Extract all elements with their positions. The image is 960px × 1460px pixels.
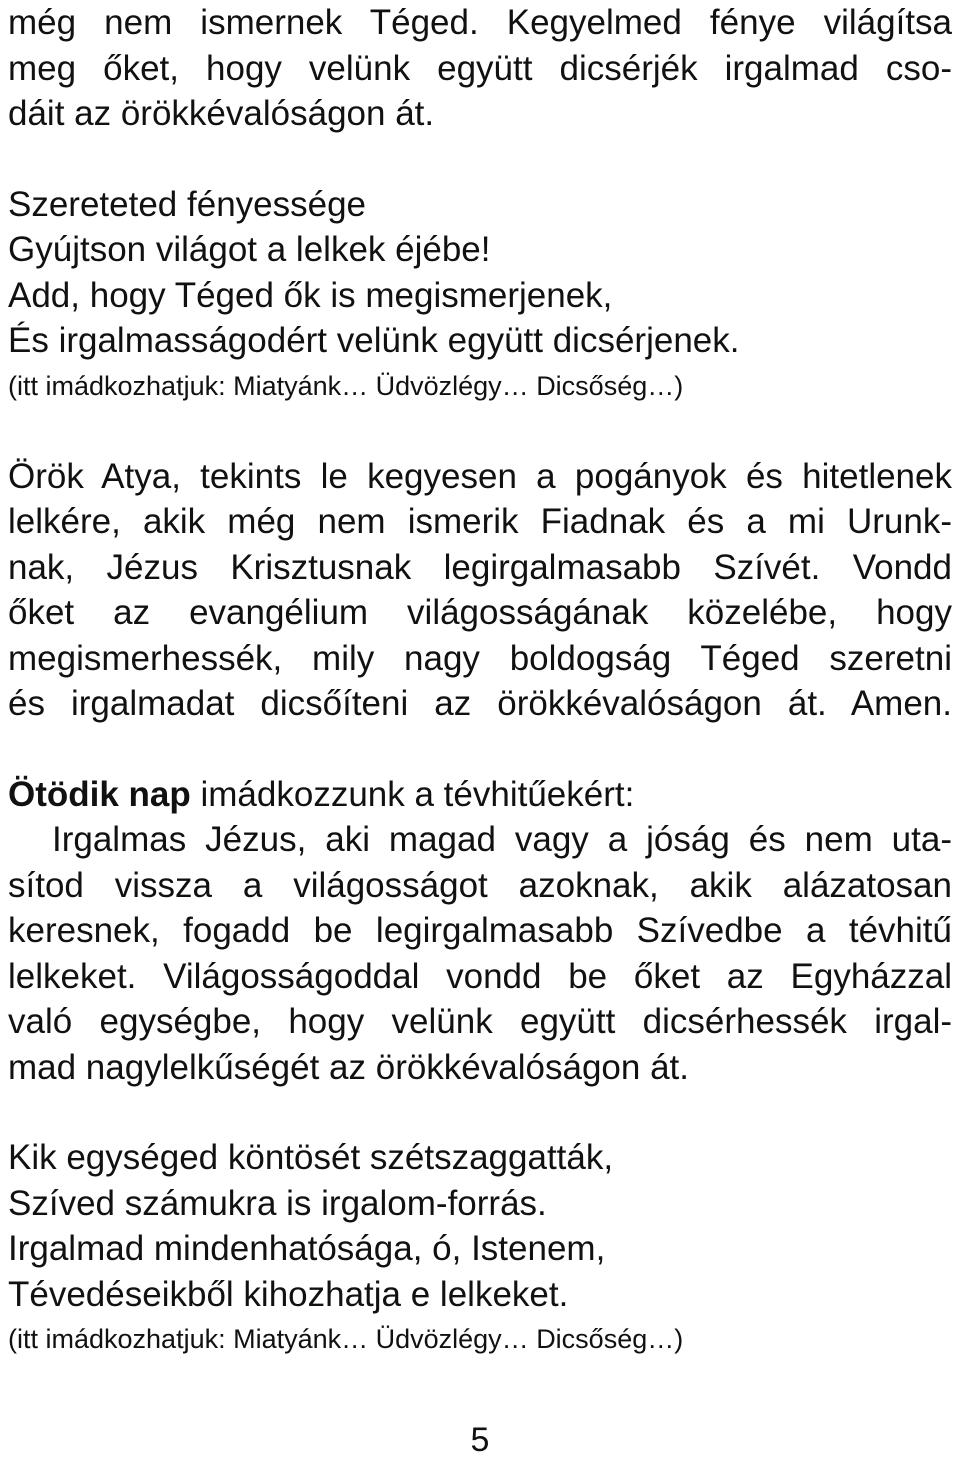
text-line: lelkeket. Világosságoddal vondd be őket az Egyházzal — [8, 956, 952, 996]
day-heading-bold: Ötödik nap — [8, 774, 191, 814]
text-line: dáit az örökkévalóságon át. — [8, 94, 435, 133]
text-line: Örök Atya, tekints le kegyesen a pogányok és hitetlenek — [8, 456, 952, 496]
page-body — [8, 0, 952, 1362]
page-number: 5 — [470, 1421, 490, 1459]
spacer — [8, 409, 952, 454]
spacer — [8, 137, 952, 182]
verse-line: Irgalmad mindenhatósága, ó, Istenem, — [8, 1229, 606, 1268]
text-line: sítod vissza a világosságot azoknak, akik alázatosan — [8, 865, 952, 905]
text-line: még nem ismernek Téged. Kegyelmed fénye világítsa — [8, 3, 952, 42]
text-line: meg őket, hogy velünk együtt dicsérjék irgalmad cso- — [8, 48, 952, 88]
verse-2 — [8, 1135, 952, 1362]
text-line: való egységbe, hogy velünk együtt dicsérhessék irgal- — [8, 1002, 952, 1041]
prayer-note: (itt imádkozhatjuk: Miatyánk… Üdvözlégy… Dicsőség…) — [8, 370, 684, 401]
text-line: Irgalmas Jézus, aki magad vagy a jóság és nem uta- — [52, 820, 952, 859]
verse-line: Add, hogy Téged ők is megismerjenek, — [8, 275, 613, 315]
text-line: őket az evangélium világosságának közelébe, hogy — [8, 593, 952, 632]
spacer — [8, 1090, 952, 1135]
verse-line: Gyújtson világot a lelkek éjébe! — [8, 230, 491, 269]
verse-line: Szíved számukra is irgalom-forrás. — [8, 1183, 547, 1223]
spacer — [8, 727, 952, 772]
text-line: keresnek, fogadd be legirgalmasabb Szívedbe a tévhitű — [8, 911, 952, 950]
intro-paragraph — [8, 0, 952, 137]
verse-line: Szereteted fényessége — [8, 184, 367, 224]
text-line: lelkére, akik még nem ismerik Fiadnak és a mi Urunk- — [8, 502, 952, 541]
verse-line: Tévedéseikből kihozhatja e lelkeket. — [8, 1274, 569, 1314]
day-5-section — [8, 772, 952, 1091]
verse-line: És irgalmasságodért velünk együtt dicsérjenek. — [8, 321, 740, 360]
verse-line: Kik egységed köntösét szétszaggatták, — [8, 1138, 614, 1177]
prayer-paragraph — [8, 454, 952, 727]
text-line: mad nagylelkűségét az örökkévalóságon át. — [8, 1047, 689, 1087]
text-line: megismerhessék, mily nagy boldogság Téged szeretni — [8, 638, 952, 678]
text-line: nak, Jézus Krisztusnak legirgalmasabb Szívét. Vondd — [8, 547, 952, 587]
day-heading-rest: imádkozzunk a tévhitűekért: — [190, 774, 635, 814]
verse-1 — [8, 182, 952, 409]
day-heading — [8, 772, 952, 818]
prayer-note: (itt imádkozhatjuk: Miatyánk… Üdvözlégy… Dicsőség…) — [8, 1324, 684, 1354]
text-line: és irgalmadat dicsőíteni az örökkévalóságon át. Amen. — [8, 684, 952, 723]
